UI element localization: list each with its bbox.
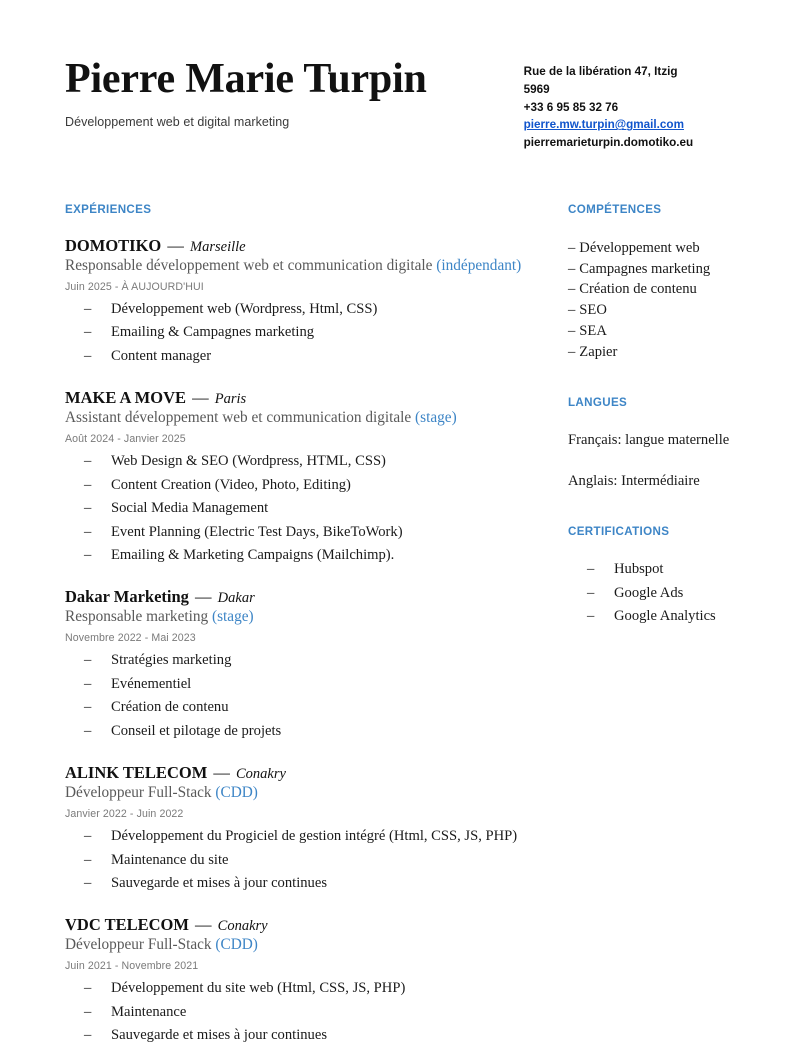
job-contract-type: (stage): [212, 608, 254, 626]
skill-item: [568, 259, 758, 280]
contact-email-link[interactable]: pierre.mw.turpin@gmail.com: [523, 118, 684, 132]
job-dates: Novembre 2022 - Mai 2023: [65, 632, 196, 645]
skills-list: [568, 238, 758, 362]
job-bullet-item: [65, 874, 530, 893]
experience-heading: [65, 587, 530, 607]
job-bullet-item: [65, 523, 530, 542]
company-location-separator: —: [163, 236, 189, 255]
job-bullet-item: [65, 827, 530, 846]
certification-item: [568, 584, 758, 603]
dash-icon: –: [84, 546, 92, 563]
dash-icon: –: [84, 851, 92, 868]
certification-label: Hubspot: [614, 561, 664, 578]
job-bullet-item: [65, 499, 530, 518]
experience-heading: [65, 388, 530, 408]
certifications-list: [568, 560, 758, 626]
skill-label: SEA: [579, 322, 607, 339]
job-role-text: Responsable marketing: [65, 608, 212, 626]
languages-section: [568, 396, 758, 491]
job-role: [65, 608, 530, 627]
dash-icon: –: [568, 302, 576, 319]
header-tagline: Développement web et digital marketing: [65, 114, 290, 129]
page-title: Pierre Marie Turpin: [65, 56, 427, 102]
company-location: Paris: [214, 391, 247, 408]
skill-label: Développement web: [579, 240, 700, 256]
job-bullet-text: Sauvegarde et mises à jour continues: [111, 1027, 328, 1044]
company-location: Conakry: [236, 766, 286, 783]
experience-heading: [65, 915, 530, 935]
dash-icon: –: [84, 652, 92, 669]
dash-icon: –: [587, 584, 595, 601]
dash-icon: –: [84, 476, 92, 493]
company-name: Dakar Marketing: [65, 587, 189, 607]
dash-icon: –: [568, 343, 576, 360]
dash-icon: –: [84, 1003, 92, 1020]
dash-icon: –: [84, 675, 92, 692]
job-bullet-item: [65, 979, 530, 998]
dash-icon: –: [84, 347, 92, 364]
job-bullet-text: Sauvegarde et mises à jour continues: [111, 874, 328, 891]
company-location: Marseille: [190, 239, 246, 255]
section-title-certifications: CERTIFICATIONS: [568, 525, 670, 539]
dash-icon: –: [587, 561, 595, 578]
dash-icon: –: [568, 322, 576, 339]
section-title-languages: LANGUES: [568, 396, 628, 410]
job-bullet-text: Content manager: [111, 347, 212, 364]
job-role-text: Responsable développement web et communication digitale: [65, 257, 437, 275]
job-bullet-text: Développement du Progiciel de gestion intégré (Html, CSS, JS, PHP): [111, 828, 518, 845]
dash-icon: –: [84, 500, 92, 517]
certification-item: [568, 560, 758, 579]
job-bullet-item: [65, 476, 530, 495]
job-bullet-item: [65, 347, 530, 366]
contact-phone[interactable]: +33 6 95 85 32 76: [523, 100, 619, 114]
dash-icon: –: [84, 324, 92, 341]
dash-icon: –: [84, 828, 92, 845]
contact-block: [524, 58, 733, 152]
job-bullet-text: Création de contenu: [111, 699, 229, 716]
certification-label: Google Ads: [614, 584, 684, 601]
job-bullet-text: Web Design & SEO (Wordpress, HTML, CSS): [111, 453, 386, 470]
skills-section: [568, 203, 758, 362]
section-title-skills: COMPÉTENCES: [568, 203, 662, 216]
skill-label: Création de contenu: [579, 281, 697, 298]
job-bullet-item: [65, 698, 530, 717]
dash-icon: –: [84, 874, 92, 891]
job-bullet-item: [65, 851, 530, 870]
company-location: Conakry: [217, 918, 268, 935]
job-contract-type: (stage): [415, 409, 457, 427]
job-role-text: Développeur Full-Stack: [65, 936, 216, 954]
skill-item: [568, 279, 758, 300]
job-role-text: Assistant développement web et communication digitale: [65, 409, 416, 427]
skill-item: [568, 238, 758, 259]
language-item: Français: langue maternelle: [568, 432, 730, 449]
job-bullet-item: [65, 300, 530, 319]
job-contract-type: (indépendant): [436, 257, 522, 275]
section-title-experience: EXPÉRIENCES: [65, 203, 152, 216]
company-location: Dakar: [217, 590, 255, 607]
company-name: ALINK TELECOM: [65, 763, 208, 783]
experience-entry: [65, 915, 530, 1045]
job-bullet-list: [65, 452, 530, 565]
job-bullet-item: [65, 546, 530, 565]
experience-list: [65, 236, 530, 1046]
dash-icon: –: [568, 240, 576, 256]
job-bullet-item: [65, 1003, 530, 1022]
experience-entry: [65, 388, 530, 565]
sidebar-column: [568, 203, 758, 630]
job-bullet-text: Emailing & Campagnes marketing: [111, 324, 315, 341]
skill-label: SEO: [579, 302, 607, 319]
contact-address-line2: 5969: [523, 82, 550, 96]
dash-icon: –: [84, 1027, 92, 1044]
job-dates: Juin 2021 - Novembre 2021: [65, 960, 199, 973]
job-bullet-text: Content Creation (Video, Photo, Editing): [111, 476, 351, 493]
job-bullet-text: Social Media Management: [111, 500, 269, 517]
dash-icon: –: [568, 281, 576, 298]
job-role: [65, 784, 530, 803]
dash-icon: –: [84, 301, 92, 318]
company-name: DOMOTIKO: [65, 236, 162, 255]
company-location-separator: —: [190, 587, 216, 607]
resume-header: [65, 58, 733, 152]
experience-heading: [65, 236, 530, 256]
job-bullet-list: [65, 979, 530, 1045]
dash-icon: –: [84, 699, 92, 716]
experience-entry: [65, 236, 530, 366]
company-location-separator: —: [190, 915, 216, 935]
job-bullet-text: Maintenance du site: [111, 851, 229, 868]
job-contract-type: (CDD): [215, 936, 258, 954]
job-bullet-text: Développement du site web (Html, CSS, JS, PHP): [111, 980, 406, 997]
job-bullet-text: Conseil et pilotage de projets: [111, 722, 282, 739]
dash-icon: –: [84, 453, 92, 470]
job-bullet-text: Emailing & Marketing Campaigns (Mailchimp).: [111, 546, 395, 563]
job-bullet-item: [65, 651, 530, 670]
language-item: Anglais: Intermédiaire: [568, 473, 700, 490]
job-role: [65, 257, 530, 276]
skill-item: [568, 342, 758, 363]
experience-heading: [65, 763, 530, 783]
job-bullet-item: [65, 323, 530, 342]
dash-icon: –: [84, 722, 92, 739]
experience-column: [65, 203, 530, 1050]
certifications-section: [568, 525, 758, 626]
job-dates: Juin 2025 - À AUJOURD'HUI: [65, 281, 204, 294]
job-bullet-text: Event Planning (Electric Test Days, BikeToWork): [111, 523, 403, 540]
company-name: VDC TELECOM: [65, 915, 189, 935]
dash-icon: –: [84, 980, 92, 997]
skill-label: Zapier: [579, 343, 618, 360]
skill-label: Campagnes marketing: [579, 260, 711, 277]
job-role: [65, 936, 530, 955]
job-bullet-text: Stratégies marketing: [111, 652, 232, 669]
company-location-separator: —: [188, 388, 213, 408]
dash-icon: –: [84, 523, 92, 540]
job-dates: Janvier 2022 - Juin 2022: [65, 808, 184, 821]
job-bullet-item: [65, 1026, 530, 1045]
job-bullet-text: Evénementiel: [111, 675, 192, 692]
job-role: [65, 409, 530, 428]
job-bullet-list: [65, 827, 530, 893]
certification-label: Google Analytics: [614, 608, 716, 625]
job-role-text: Développeur Full-Stack: [65, 784, 216, 802]
job-bullet-text: Maintenance: [111, 1003, 187, 1020]
experience-entry: [65, 587, 530, 741]
dash-icon: –: [587, 608, 595, 625]
company-location-separator: —: [209, 763, 235, 783]
dash-icon: –: [568, 260, 576, 277]
job-bullet-list: [65, 300, 530, 366]
job-bullet-item: [65, 722, 530, 741]
job-bullet-list: [65, 651, 530, 741]
contact-website[interactable]: pierremarieturpin.domotiko.eu: [523, 136, 694, 150]
header-identity: [65, 58, 524, 129]
job-bullet-item: [65, 452, 530, 471]
job-bullet-item: [65, 675, 530, 694]
languages-list: [568, 431, 758, 491]
company-name: MAKE A MOVE: [65, 388, 187, 408]
job-contract-type: (CDD): [215, 784, 258, 802]
skill-item: [568, 321, 758, 342]
contact-address-line1: Rue de la libération 47, Itzig: [523, 65, 678, 78]
job-dates: Août 2024 - Janvier 2025: [65, 433, 186, 446]
job-bullet-text: Développement web (Wordpress, Html, CSS): [111, 301, 378, 318]
experience-entry: [65, 763, 530, 893]
skill-item: [568, 300, 758, 321]
certification-item: [568, 607, 758, 626]
